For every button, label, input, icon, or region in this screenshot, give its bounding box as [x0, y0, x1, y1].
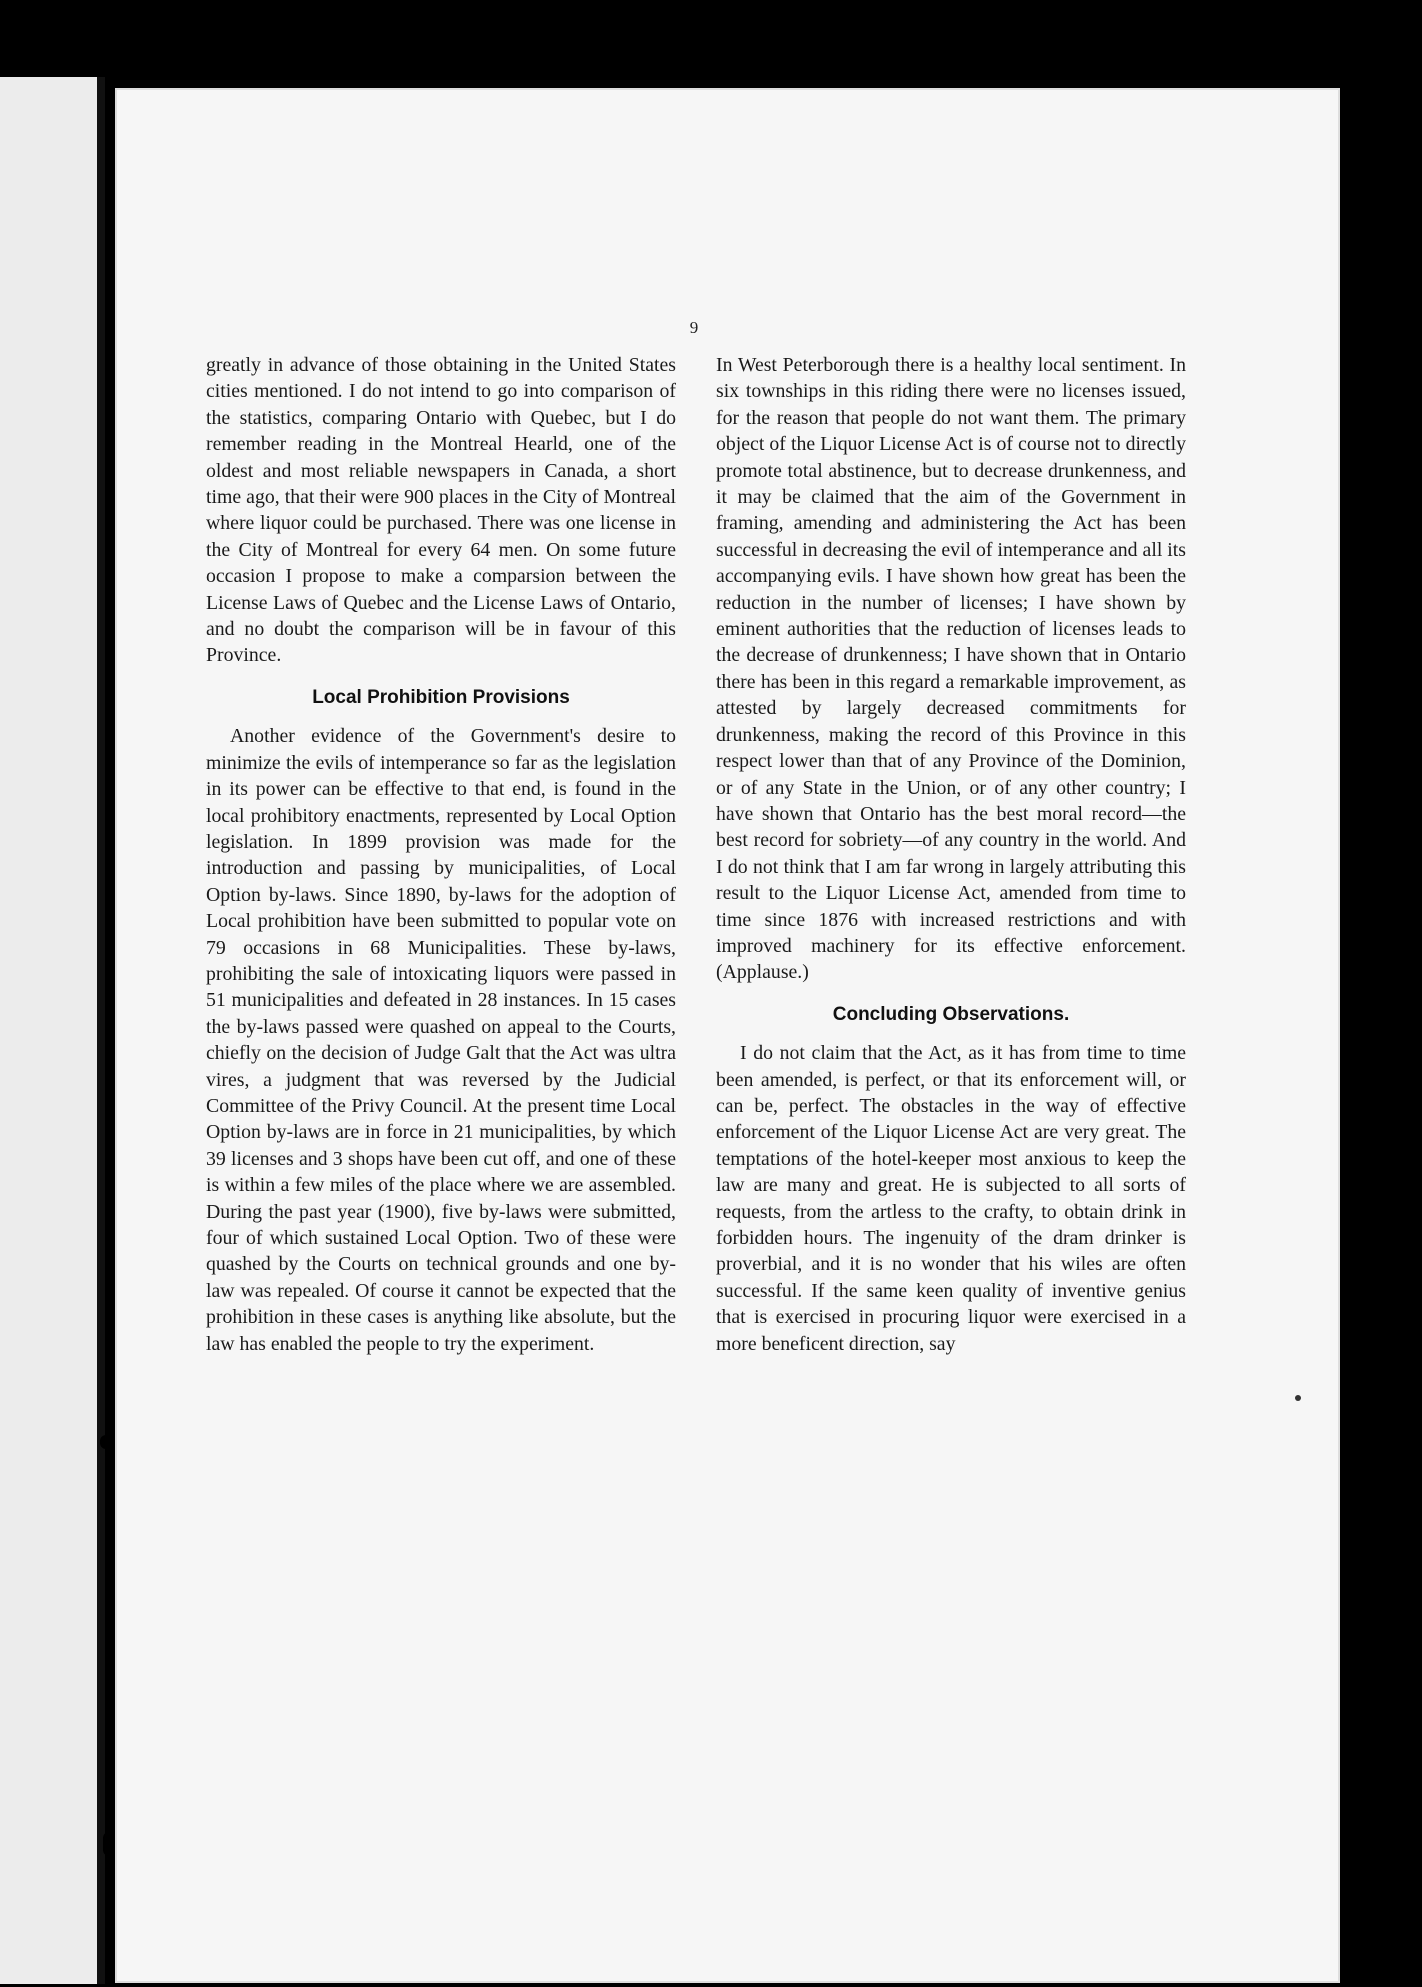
section-heading-concluding: Concluding Observations. — [832, 1003, 1070, 1025]
paragraph-local-prohibition: Another evidence of the Government's desire to minimize the evils of intemperance so far as the legislation in its power can be effective to that end, is found in the local prohibitory enactments, represented by Local Option legislation. In 1899 provision was made for the introduction and passing by municipalities, of Local Option by-laws. Since 1890, by-laws for the adoption of Local prohibition have been submitted to popular vote on 79 occasions in 68 Municipalities. These by-laws, prohibiting the sale of intoxicating liquors were passed in 51 municipalities and defeated in 28 instances. In 15 cases the by-laws passed were quashed on appeal to the Courts, chiefly on the decision of Judge Galt that the Act was ultra vires, a judgment that was reversed by the Judicial Committee of the Privy Council. At the present time Local Option by-laws are in force in 21 municipalities, by which 39 licenses and 3 shops have been cut off, and one of these is within a few miles of the place where we are assembled. During the past year (1900), five by-laws were submitted, four of which sustained Local Option. Two of these were quashed by the Courts on technical grounds and one by-law was repealed. Of course it cannot be expected that the prohibition in these cases is anything like absolute, but the law has enabled the people to try the experiment. — [206, 725, 676, 1355]
speck — [1295, 1395, 1301, 1401]
left-column — [206, 352, 676, 1357]
binding-gutter — [97, 77, 105, 1984]
right-column — [716, 352, 1186, 1357]
paragraph-continued: greatly in advance of those obtaining in the United States cities mentioned. I do not intend to go into comparison of the statistics, comparing Ontario with Quebec, but I do remember reading in the Montreal Hearld, one of the oldest and most reliable newspapers in Canada, a short time ago, that their were 900 places in the City of Montreal where liquor could be purchased. There was one license in the City of Montreal for every 64 men. On some future occasion I propose to make a comparsion between the License Laws of Quebec and the License Laws of Ontario, and no doubt the comparison will be in favour of this Province. — [206, 354, 676, 667]
facing-page-edge — [0, 77, 105, 1984]
gutter-mark — [107, 250, 115, 360]
section-heading-local-prohibition: Local Prohibition Provisions — [312, 686, 570, 708]
paragraph-concluding: I do not claim that the Act, as it has from time to time been amended, is perfect, or that its enforcement will, or can be, perfect. The obstacles in the way of effective enforcement of the Liquor License Act are very great. The temptations of the hotel-keeper most anxious to keep the law are many and great. He is subjected to all sorts of requests, from the artless to the crafty, to obtain drink in forbidden hours. The ingenuity of the dram drinker is proverbial, and it is no wonder that his wiles are often successful. If the same keen quality of inventive genius that is exercised in procuring liquor were exercised in a more beneficent direction, say — [716, 1042, 1186, 1355]
page-number: 9 — [689, 318, 699, 337]
paragraph-peterborough: In West Peterborough there is a healthy local sentiment. In six townships in this riding there were no licenses issued, for the reason that people do not want them. The primary object of the Liquor License Act is of course not to directly promote total abstinence, but to decrease drunkenness, and it may be claimed that the aim of the Government in framing, amending and administering the Act has been successful in decreasing the evil of intemperance and all its accompanying evils. I have shown how great has been the reduction in the number of licenses; I have shown by eminent authorities that the reduction of licenses leads to the decrease of drunkenness; I have shown that in Ontario there has been in this regard a remarkable improvement, as attested by largely decreased commitments for drunkenness, making the record of this Province in this respect lower than that of any Province of the Dominion, or of any State in the Union, or of any other country; I have shown that Ontario has the best moral record—the best record for sobriety—of any country in the world. And I do not think that I am far wrong in largely attributing this result to the Liquor License Act, amended from time to time since 1876 with increased restrictions and with improved machinery for its effective enforcement. (Applause.) — [716, 354, 1186, 984]
